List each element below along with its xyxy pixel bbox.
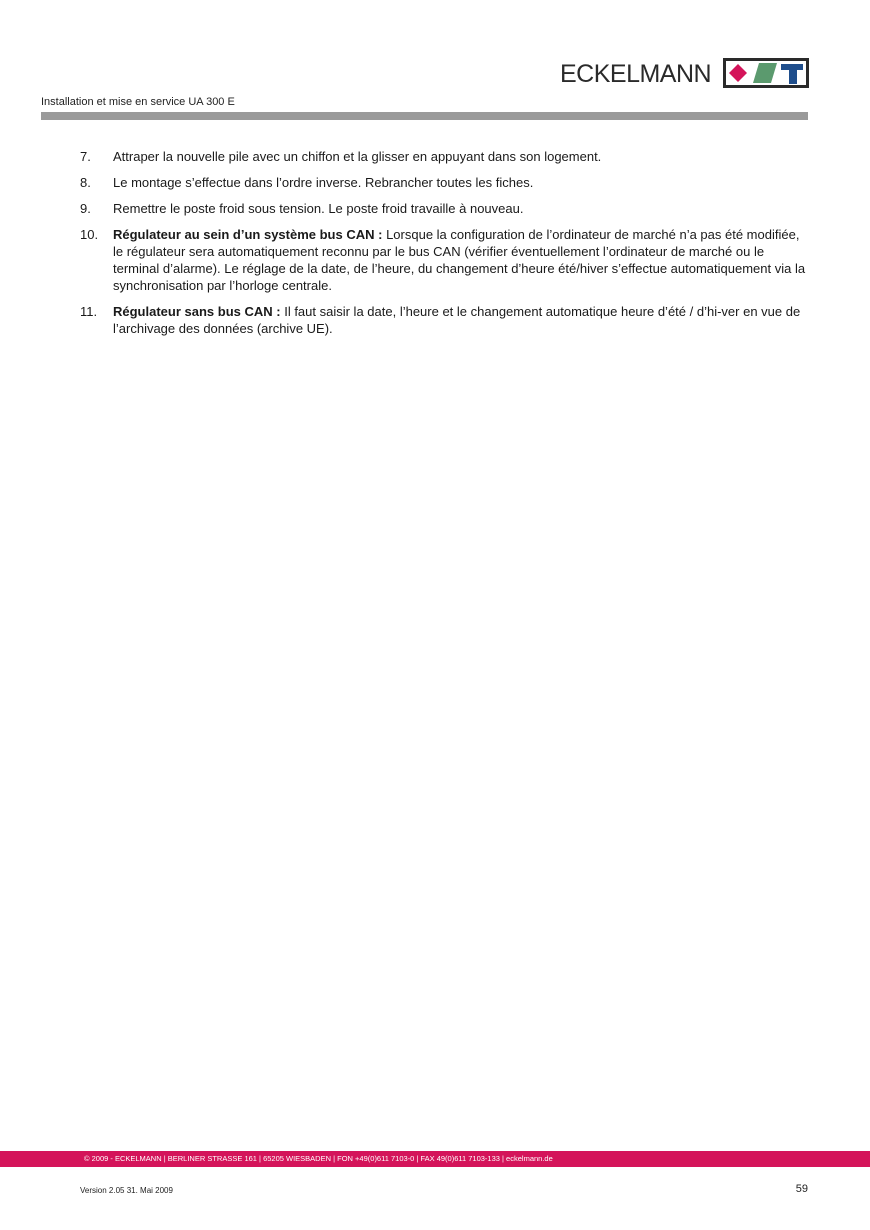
step-text: Lorsque la configuration de l’ordinateur de marché n’a pas été modifiée, le régulateur sera automatiquement reconnu par le bus CAN (vérifier éventuellement l’ordinateur de marché ou le terminal d’alarme). Le réglage de la date, de l’heure, du changement d’heure été/hiver s’effectue automatiquement via la synchronisation par l’horloge centrale. bbox=[113, 227, 806, 293]
eckelmann-logo bbox=[560, 58, 810, 90]
step-heading: Régulateur au sein d’un système bus CAN : bbox=[113, 227, 383, 242]
step-text: Attraper la nouvelle pile avec un chiffon et la glisser en appuyant dans son logement. bbox=[113, 149, 602, 164]
list-item bbox=[80, 303, 810, 337]
step-text: Le montage s’effectue dans l’ordre inverse. Rebrancher toutes les fiches. bbox=[113, 175, 534, 190]
list-item bbox=[80, 148, 810, 165]
document-title: Installation et mise en service UA 300 E bbox=[41, 96, 235, 108]
step-number: 9. bbox=[80, 201, 91, 216]
footer-contact-text: © 2009 - ECKELMANN | BERLINER STRASSE 161 | 65205 WIESBADEN | FON +49(0)611 7103-0 | FAX 49(0)611 7103-133 | eckelmann.de bbox=[84, 1154, 553, 1163]
step-heading: Régulateur sans bus CAN : bbox=[113, 304, 281, 319]
instruction-steps-list bbox=[80, 148, 810, 346]
logo-wordmark: ECKELMANN bbox=[560, 60, 712, 88]
step-text: Il faut saisir la date, l’heure et le changement automatique heure d’été / d’hi-ver en vue de l’archivage des données (archive UE). bbox=[113, 304, 801, 336]
step-number: 11. bbox=[80, 304, 98, 319]
page-number: 59 bbox=[795, 1183, 808, 1195]
list-item bbox=[80, 200, 810, 217]
logo-squares-icon bbox=[723, 58, 809, 88]
header-divider-bar bbox=[41, 112, 808, 120]
list-item bbox=[80, 226, 810, 294]
footer-contact-bar bbox=[0, 1151, 870, 1167]
step-number: 8. bbox=[80, 175, 91, 190]
step-number: 10. bbox=[80, 227, 99, 242]
step-number: 7. bbox=[80, 149, 91, 164]
version-info: Version 2.05 31. Mai 2009 bbox=[80, 1186, 173, 1195]
list-item bbox=[80, 174, 810, 191]
step-text: Remettre le poste froid sous tension. Le poste froid travaille à nouveau. bbox=[113, 201, 524, 216]
